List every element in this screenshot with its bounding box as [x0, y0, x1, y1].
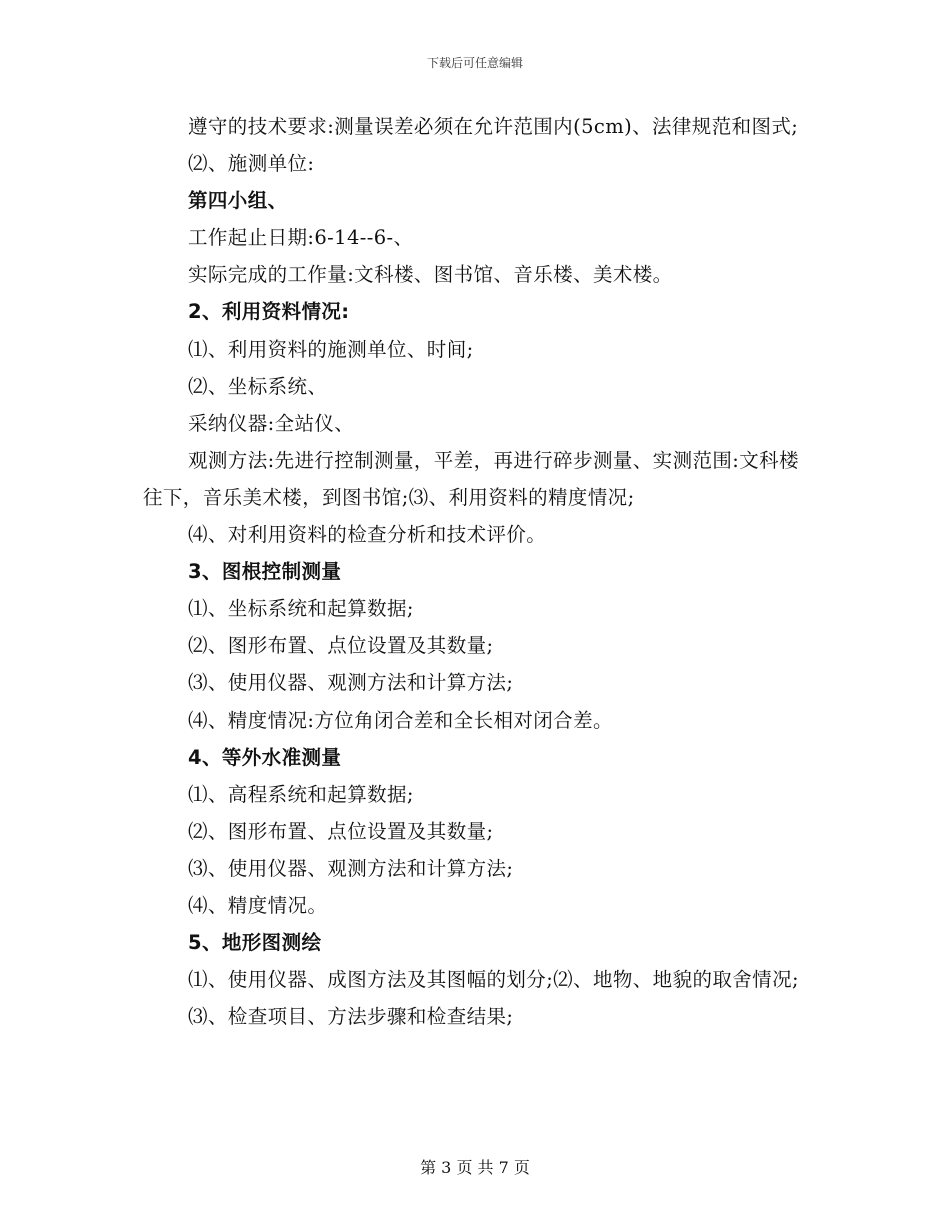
- list-item: ⑶、检查项目、方法步骤和检查结果;: [188, 1005, 514, 1029]
- paragraph-work-dates: 工作起止日期:6-14--6-、: [188, 226, 414, 250]
- paragraph-instruments: 采纳仪器:全站仪、: [188, 411, 355, 435]
- heading-section-4: 4、等外水准测量: [188, 745, 342, 769]
- list-item: ⑶、使用仪器、观测方法和计算方法;: [188, 856, 514, 880]
- page-number: 第 3 页 共 7 页: [420, 1158, 530, 1177]
- list-item: ⑷、精度情况:方位角闭合差和全长相对闭合差。: [188, 708, 613, 732]
- paragraph-observation-method: 观测方法:先进行控制测量，平差，再进行碎步测量、实测范围:文科楼往下，音乐美术楼，到图书馆;⑶、利用资料的精度情况;: [143, 448, 799, 509]
- list-item: ⑵、图形布置、点位设置及其数量;: [188, 819, 494, 843]
- list-item: ⑴、利用资料的施测单位、时间;: [188, 337, 474, 361]
- list-item: ⑷、对利用资料的检查分析和技术评价。: [188, 523, 547, 547]
- heading-section-2: 2、利用资料情况:: [188, 300, 350, 324]
- list-item: ⑴、坐标系统和起算数据;: [188, 597, 414, 621]
- list-item: ⑴、高程系统和起算数据;: [188, 782, 414, 806]
- heading-section-3: 3、图根控制测量: [188, 560, 342, 584]
- paragraph-survey-unit: ⑵、施测单位:: [188, 152, 315, 176]
- list-item: ⑵、图形布置、点位设置及其数量;: [188, 634, 494, 658]
- heading-section-5: 5、地形图测绘: [188, 931, 322, 955]
- list-item: ⑷、精度情况。: [188, 893, 328, 917]
- page-header: 下载后可任意编辑: [426, 56, 523, 70]
- list-item: ⑶、使用仪器、观测方法和计算方法;: [188, 671, 514, 695]
- list-item: ⑴、使用仪器、成图方法及其图幅的划分;⑵、地物、地貌的取舍情况;: [188, 968, 799, 992]
- list-item: ⑵、坐标系统、: [188, 374, 328, 398]
- heading-group-four: 第四小组、: [188, 189, 288, 213]
- paragraph-technical-requirements: 遵守的技术要求:测量误差必须在允许范围内(5cm)、法律规范和图式;: [188, 115, 799, 138]
- paragraph-workload: 实际完成的工作量:文科楼、图书馆、音乐楼、美术楼。: [188, 263, 673, 287]
- document-body: [143, 108, 811, 1035]
